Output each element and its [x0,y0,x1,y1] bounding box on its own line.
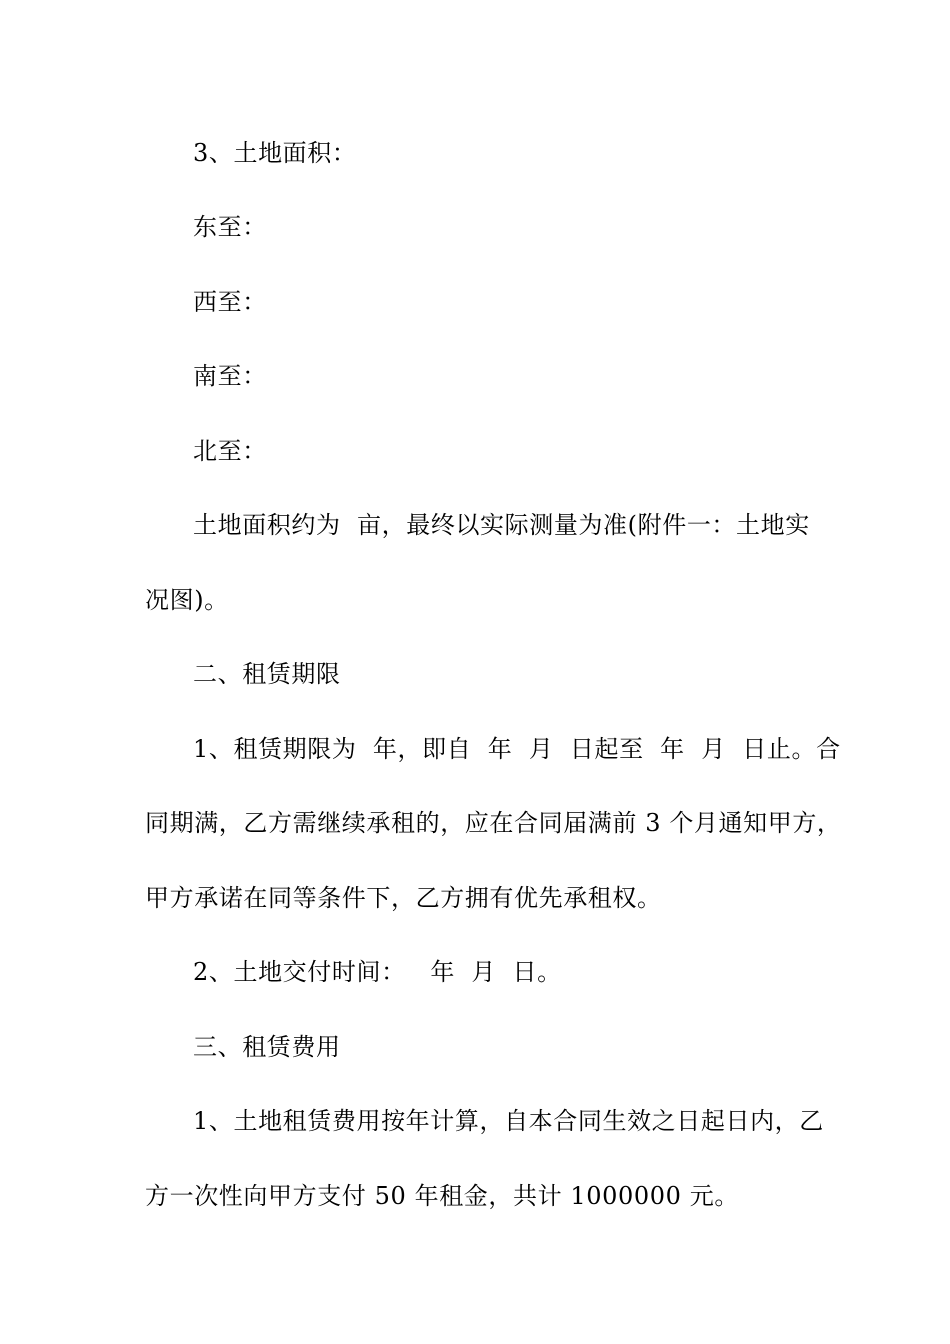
west-boundary: 西至： [193,288,267,316]
land-area-paragraph-line-1: 土地面积约为 亩，最终以实际测量为准(附件一：土地实 [193,511,810,539]
land-area-paragraph-line-2: 况图)。 [145,586,229,614]
east-boundary: 东至： [193,213,267,241]
south-boundary: 南至： [193,362,267,390]
lease-term-paragraph-line-1: 1、租赁期限为 年，即自 年 月 日起至 年 月 日止。合 [193,735,841,763]
section-heading-lease-term: 二、租赁期限 [193,660,341,688]
land-area-heading: 3、土地面积： [193,139,357,167]
lease-fee-paragraph-line-1: 1、土地租赁费用按年计算，自本合同生效之日起日内，乙 [193,1107,824,1135]
lease-term-paragraph-line-2: 同期满，乙方需继续承租的，应在合同届满前 3 个月通知甲方， [145,809,842,837]
lease-fee-paragraph-line-2: 方一次性向甲方支付 50 年租金，共计 1000000 元。 [145,1182,739,1210]
land-delivery-time: 2、土地交付时间： 年 月 日。 [193,958,562,986]
north-boundary: 北至： [193,437,267,465]
section-heading-lease-fee: 三、租赁费用 [193,1033,341,1061]
lease-term-paragraph-line-3: 甲方承诺在同等条件下，乙方拥有优先承租权。 [145,884,662,912]
